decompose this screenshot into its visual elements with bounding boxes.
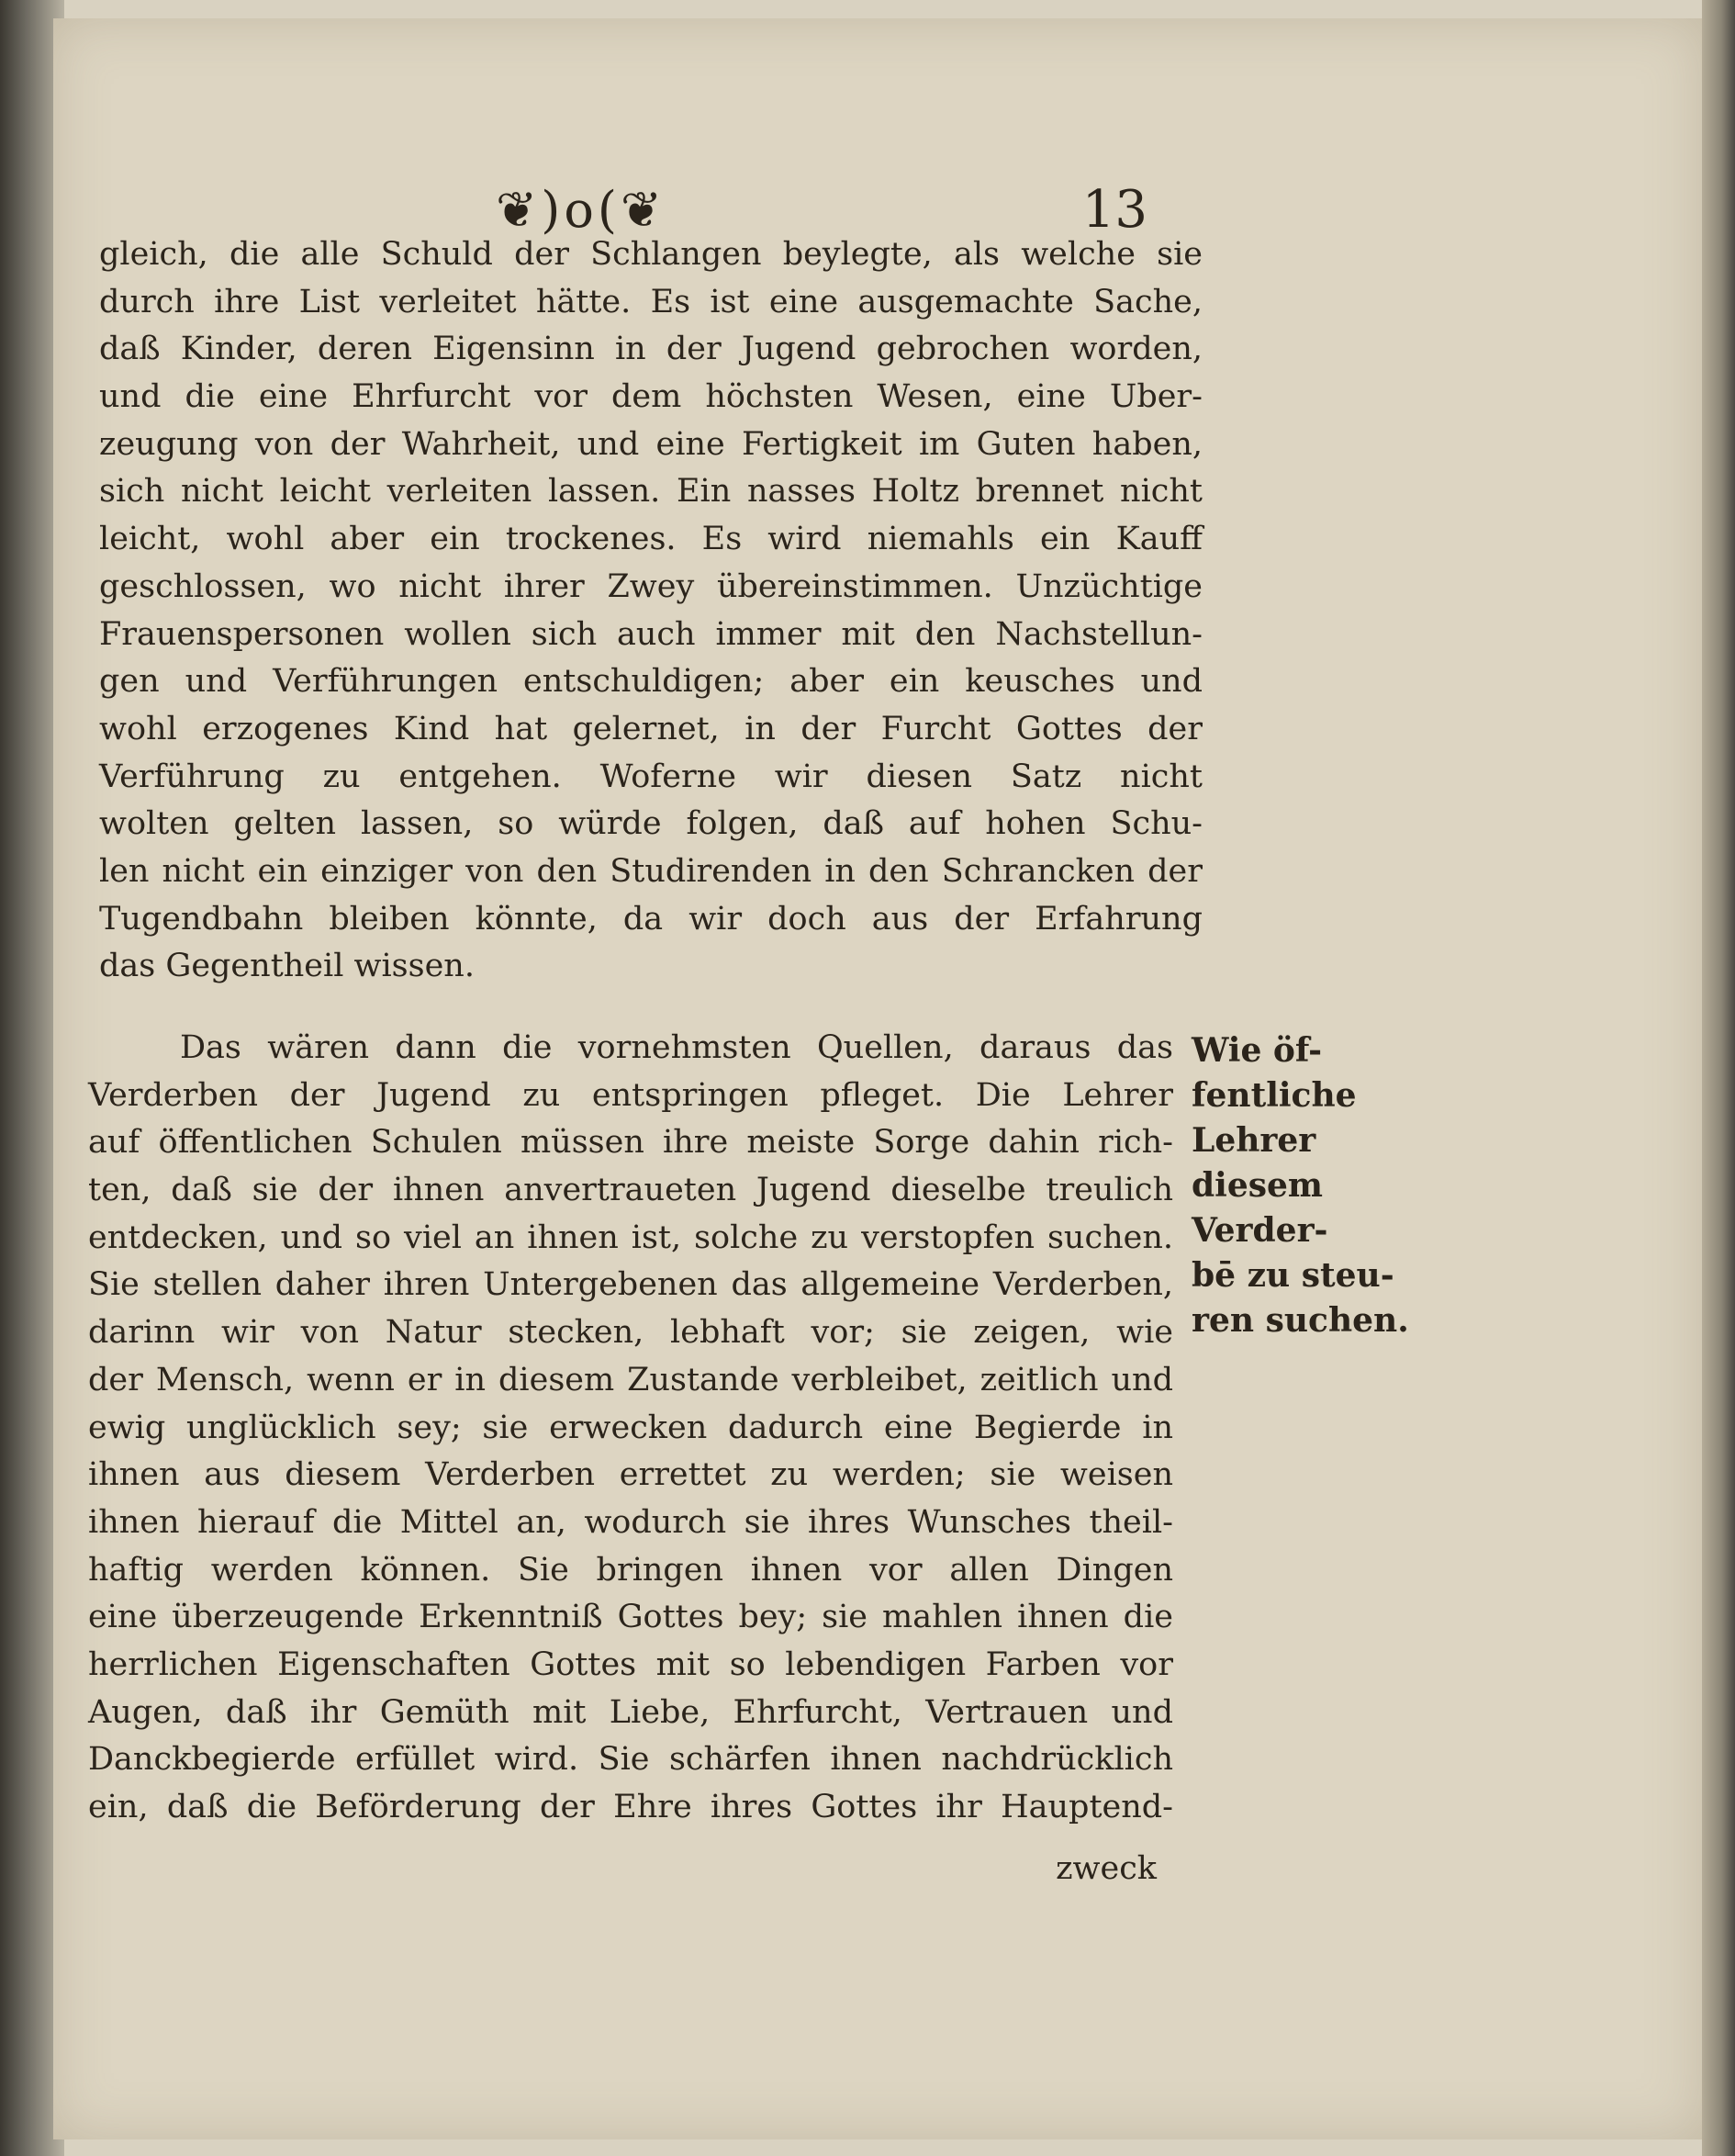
margin-note (1192, 1028, 1409, 1343)
text-line: durch ihre List verleitet hätte. Es ist eine ausgemachte Sache, (99, 283, 1203, 320)
text-line: Das wären dann die vornehmsten Quellen, daraus das (180, 1029, 1173, 1066)
text-line: ihnen aus diesem Verderben errettet zu werden; sie weisen (88, 1456, 1173, 1494)
text-line: daß Kinder, deren Eigensinn in der Jugend gebrochen worden, (99, 331, 1203, 368)
text-line: Augen, daß ihr Gemüth mit Liebe, Ehrfurcht, Vertrauen und (88, 1693, 1173, 1731)
paragraph-1 (99, 231, 1203, 991)
text-line: Sie stellen daher ihren Untergebenen das allgemeine Verderben, (88, 1266, 1173, 1304)
text-line: gen und Verführungen entschuldigen; aber ein keusches und (99, 663, 1203, 701)
text-line: darinn wir von Natur stecken, lebhaft vor; sie zeigen, wie (88, 1314, 1173, 1352)
text-line: der Mensch, wenn er in diesem Zustande verbleibet, zeitlich und (88, 1361, 1173, 1398)
text-line: leicht, wohl aber ein trockenes. Es wird niemahls ein Kauff (99, 521, 1203, 558)
text-line: sich nicht leicht verleiten lassen. Ein nasses Holtz brennet nicht (99, 473, 1203, 511)
text-line: haftig werden können. Sie bringen ihnen vor allen Dingen (88, 1551, 1173, 1589)
page-edge (1702, 0, 1735, 2156)
text-line: ihnen hierauf die Mittel an, wodurch sie ihres Wunsches theil- (88, 1503, 1173, 1541)
text-line: len nicht ein einziger von den Studirenden in den Schrancken der (99, 852, 1203, 890)
margin-note-line: Wie öf- (1192, 1031, 1323, 1070)
margin-note-line: ren suchen. (1192, 1301, 1409, 1340)
paragraph-2 (88, 1025, 1173, 1832)
text-line: Frauenspersonen wollen sich auch immer mit den Nachstellun- (99, 615, 1203, 653)
text-line: geschlossen, wo nicht ihrer Zwey übereinstimmen. Unzüchtige (99, 567, 1203, 605)
text-line: Tugendbahn bleiben könnte, da wir doch aus der Erfahrung (99, 900, 1203, 938)
text-line: eine überzeugende Erkenntniß Gottes bey; sie mahlen ihnen die (88, 1599, 1173, 1636)
text-line: wohl erzogenes Kind hat gelernet, in der Furcht Gottes der (99, 710, 1203, 747)
margin-note-line: Verder- (1192, 1211, 1328, 1250)
catchword-text: zweck (1056, 1850, 1157, 1887)
header-ornament: ❦)o(❦ (496, 181, 666, 239)
page-number: 13 (1081, 180, 1147, 240)
text-line: und die eine Ehrfurcht vor dem höchsten Wesen, eine Uber- (99, 378, 1203, 416)
text-line: ewig unglücklich sey; sie erwecken dadurch eine Begierde in (88, 1409, 1173, 1446)
text-line: ein, daß die Beförderung der Ehre ihres Gottes ihr Hauptend- (88, 1789, 1173, 1825)
text-line: ten, daß sie der ihnen anvertraueten Jugend dieselbe treulich (88, 1172, 1173, 1209)
margin-note-line: diesem (1192, 1166, 1324, 1205)
text-line: zeugung von der Wahrheit, und eine Fertigkeit im Guten haben, (99, 425, 1203, 463)
text-line: Verführung zu entgehen. Woferne wir diesen Satz nicht (99, 758, 1203, 795)
catchword (1047, 1846, 1157, 1893)
margin-note-line: fentliche (1192, 1076, 1357, 1115)
text-line: das Gegentheil wissen. (99, 948, 475, 985)
text-line: Verderben der Jugend zu entspringen pfleget. Die Lehrer (88, 1076, 1173, 1114)
margin-note-line: Lehrer (1192, 1121, 1316, 1160)
text-line: gleich, die alle Schuld der Schlangen beylegte, als welche sie (99, 236, 1203, 273)
margin-note-line: bē zu steu- (1192, 1256, 1394, 1295)
text-line: entdecken, und so viel an ihnen ist, solche zu verstopfen suchen. (88, 1218, 1173, 1256)
text-line: auf öffentlichen Schulen müssen ihre meiste Sorge dahin rich- (88, 1124, 1173, 1162)
text-line: herrlichen Eigenschaften Gottes mit so lebendigen Farben vor (88, 1645, 1173, 1683)
text-line: Danckbegierde erfüllet wird. Sie schärfen ihnen nachdrücklich (88, 1741, 1173, 1779)
text-line: wolten gelten lassen, so würde folgen, daß auf hohen Schu- (99, 805, 1203, 843)
